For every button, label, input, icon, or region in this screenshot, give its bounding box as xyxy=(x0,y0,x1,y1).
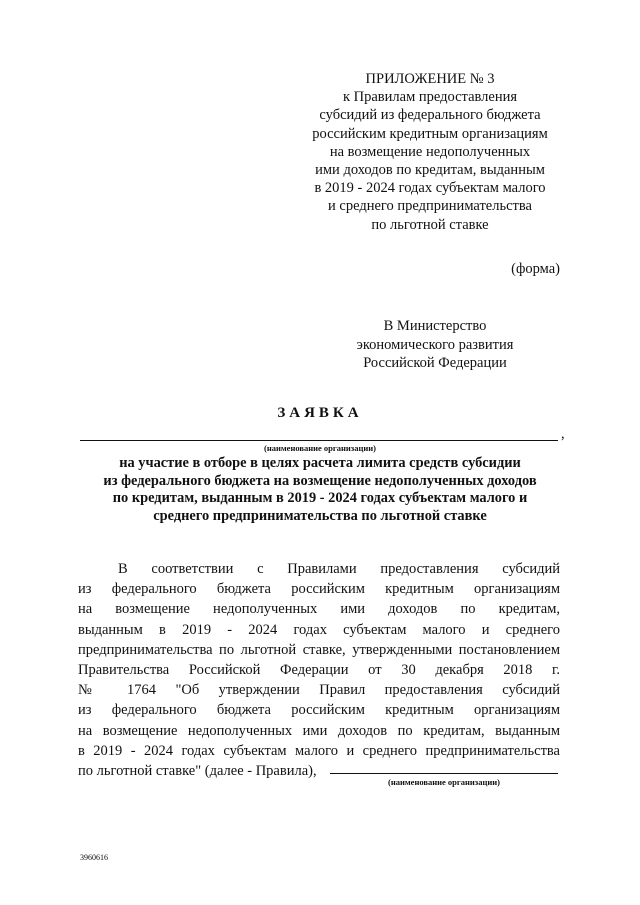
application-subject xyxy=(70,455,570,525)
appendix-line: на возмещение недополученных xyxy=(329,143,531,160)
organization-name-comma: , xyxy=(561,426,565,442)
subject-line: из федерального бюджета на возмещение недополученных доходов xyxy=(103,472,537,489)
paragraph-line: Правительства Российской Федерации от 30 декабря 2018 г. xyxy=(78,662,560,679)
addressee-block xyxy=(330,317,540,373)
paragraph-line: на возмещение недополученных ими доходов по кредитам, выданным xyxy=(78,722,560,739)
appendix-line: ими доходов по кредитам, выданным xyxy=(315,162,545,179)
document-number: 3960616 xyxy=(80,853,108,862)
subject-line: по кредитам, выданным в 2019 - 2024 годах субъектам малого и xyxy=(112,490,528,506)
appendix-line: в 2019 - 2024 годах субъектам малого xyxy=(314,180,546,197)
appendix-line: по льготной ставке xyxy=(371,216,489,233)
organization-name-line xyxy=(80,440,558,441)
addressee-line: Российской Федерации xyxy=(363,355,507,371)
organization-name-caption: (наименование организации) xyxy=(264,443,376,453)
addressee-line: В Министерство xyxy=(383,318,487,334)
paragraph-line: выданным в 2019 - 2024 годах субъектам малого и среднего xyxy=(78,621,560,638)
paragraph-line: В соответствии с Правилами предоставления субсидий xyxy=(118,561,560,577)
paragraph-line: на возмещение недополученных ими доходов по кредитам, xyxy=(78,601,560,618)
paragraph-line: предпринимательства по льготной ставке, утвержденными постановлением xyxy=(78,641,560,658)
document-title: ЗАЯВКА xyxy=(277,405,363,421)
appendix-line: субсидий из федерального бюджета xyxy=(319,107,541,124)
paragraph-line: по льготной ставке" (далее - Правила), xyxy=(78,763,317,780)
appendix-line: и среднего предпринимательства xyxy=(328,198,532,215)
subject-line: среднего предпринимательства по льготной ставке xyxy=(153,507,487,524)
form-label: (форма) xyxy=(511,261,560,277)
paragraph-line: из федерального бюджета российским кредитным организациям xyxy=(78,702,560,719)
appendix-line: к Правилам предоставления xyxy=(342,89,518,106)
paragraph-line: № 1764 "Об утверждении Правил предоставления субсидий xyxy=(78,682,560,699)
appendix-line: ПРИЛОЖЕНИЕ № 3 xyxy=(365,71,495,87)
body-paragraph xyxy=(78,559,560,781)
organization-name-caption-2: (наименование организации) xyxy=(388,777,500,787)
addressee-line: экономического развития xyxy=(356,336,514,353)
paragraph-line: в 2019 - 2024 годах субъектам малого и среднего предпринимательства xyxy=(78,742,560,759)
appendix-header xyxy=(270,70,590,234)
paragraph-line: из федерального бюджета российским кредитным организациям xyxy=(78,581,560,598)
subject-line: на участие в отборе в целях расчета лимита средств субсидии xyxy=(119,455,521,471)
organization-name-line-2 xyxy=(330,773,558,774)
appendix-line: российским кредитным организациям xyxy=(312,125,548,142)
